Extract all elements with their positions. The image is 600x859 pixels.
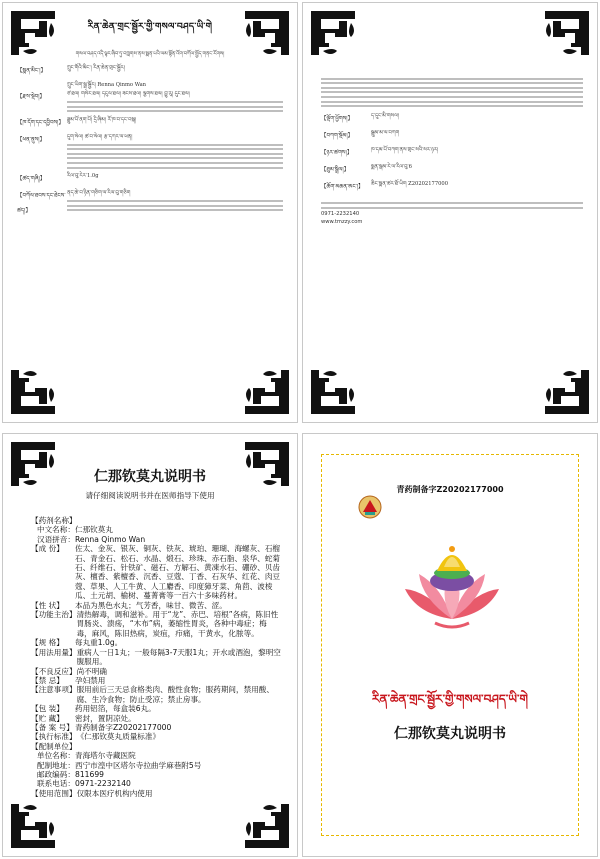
tibetan-leaflet-right bbox=[302, 2, 598, 423]
text-line bbox=[67, 157, 283, 159]
corner-ornament bbox=[241, 366, 293, 418]
tibetan-title: རིན་ཆེན་གྲང་སྦྱོར་གྱི་གསལ་བཤད་ཡི་གེ bbox=[87, 22, 213, 32]
corner-ornament bbox=[241, 800, 293, 852]
info-value: 0971-2232140 bbox=[75, 779, 131, 789]
info-value: 每丸重1.0g。 bbox=[75, 638, 123, 648]
info-value: 清热解毒，调和滋补。用于“龙”、赤巴、培根”各病，陈旧性胃肠炎、溃疡，“木布”病，萎缩性胃炎，各种中毒症；梅毒，麻风，陈旧热病，炭疽，疖痛，干黄水，化脓等。 bbox=[76, 610, 279, 638]
corner-ornament bbox=[541, 366, 593, 418]
info-row bbox=[31, 676, 281, 685]
tibetan-row bbox=[17, 65, 283, 80]
website-url: www.tmzzy.com bbox=[321, 218, 363, 225]
corner-ornament bbox=[7, 800, 59, 852]
text-line bbox=[67, 200, 283, 202]
info-value: 西宁市湟中区塔尔寺拉曲学麻巷附5号 bbox=[75, 760, 202, 770]
info-label: 联系电话： bbox=[37, 779, 75, 789]
lotus-icon bbox=[397, 519, 507, 639]
text-line bbox=[321, 105, 583, 107]
chinese-body bbox=[31, 516, 281, 798]
info-row bbox=[31, 770, 281, 779]
info-row bbox=[31, 667, 281, 676]
cover-chinese-title: 仁那钦莫丸说明书 bbox=[394, 726, 506, 742]
info-row bbox=[31, 610, 281, 638]
text-line bbox=[321, 78, 583, 80]
info-value: 811699 bbox=[75, 769, 104, 779]
tibetan-label: 【ཕན་ནུས།】 bbox=[17, 136, 45, 143]
tibetan-value: ཀྲུང་ཡིག་སྒྲ་སྦྱོར། Renna Qinmo Wan bbox=[67, 82, 147, 88]
cover-tibetan-title: རིན་ཆེན་གྲང་སྦྱོར་གྱི་གསལ་བཤད་ཡི་གེ bbox=[372, 692, 528, 706]
tibetan-row bbox=[321, 147, 583, 162]
info-value: 仁那钦莫丸 bbox=[75, 525, 113, 535]
tibetan-label: 【ཉར་ཚགས།】 bbox=[321, 150, 353, 157]
info-label: 邮政编码： bbox=[37, 769, 75, 779]
tibetan-paragraph bbox=[321, 202, 583, 226]
info-label: 【禁 忌】 bbox=[31, 675, 64, 685]
info-label: 中文名称： bbox=[37, 525, 75, 535]
text-line bbox=[67, 106, 283, 108]
tibetan-row bbox=[17, 117, 283, 132]
tibetan-row bbox=[17, 91, 283, 115]
tibetan-leaflet-left bbox=[2, 2, 298, 423]
info-label: 【备 案 号】 bbox=[31, 722, 74, 732]
text-line bbox=[67, 153, 283, 155]
tibetan-paragraph bbox=[321, 78, 583, 108]
phone-number: 0971-2232140 bbox=[321, 211, 360, 218]
tibetan-row bbox=[321, 164, 583, 179]
info-value bbox=[77, 516, 281, 525]
info-value: 仅限本医疗机构内使用 bbox=[76, 788, 153, 798]
tibetan-value: ཟླུམ་པོ་ནག་པོ། དྲི་ཞིམ། རོ་ཁ་བ་དང་བསྐ། bbox=[67, 116, 137, 123]
info-row bbox=[31, 544, 281, 600]
tibetan-value: ཁ་དམ་པོ་བཀག་ནས་གྲང་སའི་སར་ཉར། bbox=[371, 147, 439, 154]
info-row bbox=[31, 779, 281, 788]
tibetan-value: ཆིང་སྨན་ཚར་ཐོ་ཡིག Z20202177000 bbox=[371, 181, 449, 188]
info-row bbox=[31, 648, 281, 667]
info-value: 孕妇禁用 bbox=[75, 675, 106, 685]
tibetan-value: ཀྲུང་གོའི་མིང་། རིན་ཆེན་གྲང་སྦྱོར། bbox=[67, 65, 125, 71]
text-line bbox=[321, 87, 583, 89]
text-line bbox=[67, 205, 283, 207]
tibetan-value bbox=[67, 134, 283, 171]
info-label: 配制地址： bbox=[37, 760, 75, 770]
info-label: 【使用范围】 bbox=[31, 788, 77, 798]
info-label: 【包 装】 bbox=[31, 704, 64, 714]
text-line bbox=[67, 144, 283, 146]
tibetan-value: སྨན་སྒམ་རེ་ལ་རིལ་བུ་6 bbox=[371, 164, 412, 171]
info-label: 【贮 藏】 bbox=[31, 713, 64, 723]
corner-ornament bbox=[307, 7, 359, 59]
info-label: 【用法用量】 bbox=[31, 647, 77, 657]
chinese-subtitle: 请仔细阅读说明书并在医师指导下使用 bbox=[85, 491, 215, 500]
tibetan-value-text: དུག་སེལ། ཚ་བ་སེལ། རྩ་དཀར་ལ་ཕན། bbox=[67, 133, 133, 140]
info-label: 汉语拼音： bbox=[37, 534, 75, 544]
info-value: 尚不明确 bbox=[76, 666, 107, 676]
text-line bbox=[67, 167, 283, 169]
tibetan-label: 【རྫས་སྡེབ།】 bbox=[17, 94, 45, 101]
text-line bbox=[321, 202, 583, 204]
info-value: 青海塔尔寺藏医院 bbox=[75, 751, 136, 761]
tibetan-value-text: ནད་ཆེ་བ་ཉིན་གཅིག་ལ་རིལ་བུ་གཅིག bbox=[67, 190, 131, 197]
tibetan-value-text: ཙ་ཐལ། གསེར་ཐལ། དངུལ་ཐལ། ཟངས་ཐལ། ལྕགས་ཐལ། བྱུ་རུ། དུང་ཐལ། bbox=[67, 91, 190, 98]
text-line bbox=[67, 101, 283, 103]
text-line bbox=[67, 148, 283, 150]
chinese-leaflet bbox=[2, 433, 298, 857]
text-line bbox=[67, 110, 283, 112]
tibetan-label: 【ཚད་གཞི།】 bbox=[17, 176, 46, 183]
info-row bbox=[31, 761, 281, 770]
text-line bbox=[321, 91, 583, 93]
tibetan-rows bbox=[17, 65, 283, 222]
tibetan-value bbox=[67, 190, 283, 220]
tibetan-row bbox=[17, 134, 283, 171]
tibetan-row bbox=[17, 82, 283, 89]
tibetan-label: 【ལྡོག་ཕྱོགས།】 bbox=[321, 116, 354, 123]
tibetan-label: 【བཀག་སྡོམ།】 bbox=[321, 133, 354, 140]
tibetan-label bbox=[17, 82, 67, 89]
info-row bbox=[31, 516, 281, 525]
tibetan-label: 【ཁ་དོག་དང་དབྱིབས།】 bbox=[17, 119, 64, 126]
chinese-title: 仁那钦莫丸说明书 bbox=[94, 469, 206, 485]
text-line bbox=[321, 101, 583, 103]
tibetan-label: 【སྨན་མིང་།】 bbox=[17, 68, 46, 74]
info-value: 《仁那钦莫丸质量标准》 bbox=[76, 732, 161, 742]
info-label: 【成 份】 bbox=[31, 544, 64, 554]
approval-number: 青药制备字Z20202177000 bbox=[396, 485, 504, 494]
info-value: 本品为黑色水丸；气芳香，味甘、微苦、涩。 bbox=[75, 600, 227, 610]
info-label: 【药剂名称】 bbox=[31, 516, 77, 525]
text-line bbox=[67, 162, 283, 164]
info-row bbox=[31, 535, 281, 544]
info-label: 【规 格】 bbox=[31, 638, 64, 648]
info-label: 【性 状】 bbox=[31, 600, 64, 610]
text-line bbox=[321, 82, 583, 84]
info-value: 佐太、金灰、银灰、铜灰、铁灰、琥珀、珊瑚、海螺灰、石榴石、青金石、松石、水晶、煅石、珍珠、赤石脂、泉华、蛇菊石、纤维石、针铁矿、磁石、方解石、黄凍水石、硼砂、贝齿灰、檀香、紫檀香、沉香、豆蔻、丁香、石灰华、红花、肉豆蔻、草果、人工牛黄、人工麝香、印度獐牙菜、角茴、波棱瓜、土元胡、榆树、蔓菁膏等一百六十多味药材。 bbox=[75, 544, 281, 601]
hospital-logo-icon bbox=[357, 494, 383, 520]
info-label: 【功能主治】 bbox=[31, 610, 77, 620]
info-value: 密封，置阴凉处。 bbox=[75, 713, 136, 723]
corner-ornament bbox=[541, 7, 593, 59]
tibetan-label: 【ཐུམ་སྒྲིལ།】 bbox=[321, 167, 350, 174]
info-row bbox=[31, 704, 281, 713]
info-row bbox=[31, 742, 281, 751]
tibetan-label: 【བཀོལ་ཐབས་དང་ཐེངས་ཚད།】 bbox=[17, 193, 66, 215]
info-row bbox=[31, 789, 281, 798]
info-row bbox=[31, 525, 281, 534]
info-row bbox=[31, 685, 281, 704]
tibetan-rows-right bbox=[321, 75, 583, 232]
text-line bbox=[67, 209, 283, 211]
tibetan-row bbox=[17, 190, 283, 220]
info-row bbox=[31, 601, 281, 610]
info-row bbox=[31, 723, 281, 732]
info-label: 【执行标准】 bbox=[31, 732, 77, 742]
tibetan-subtitle: གསལ་བཤད་འདི་ལྟར་ཞིབ་ཏུ་བཀླགས་ནས་སྨན་པའི་ལམ་སྟོན་འོག་བཀོལ་སྤྱོད་གནང་རོགས། bbox=[75, 51, 225, 57]
info-row bbox=[31, 732, 281, 741]
info-value: 药用铝箔，每盒装6丸。 bbox=[75, 704, 156, 714]
info-label: 单位名称： bbox=[37, 751, 75, 761]
tibetan-value: རིལ་བུ་རེར་1.0g bbox=[67, 173, 99, 180]
info-row bbox=[31, 638, 281, 647]
info-value bbox=[77, 742, 281, 751]
info-value: 服用前后三天忌食格类肉、酸性食物；服药期间，禁用酸、腐、生冷食物；防止受凉；禁止房事。 bbox=[76, 685, 274, 704]
tibetan-value: ད་དུང་མི་གསལ། bbox=[371, 113, 399, 120]
tibetan-row bbox=[17, 173, 283, 188]
tibetan-value: སྦྲུམ་མ་ལ་བཀག bbox=[371, 130, 400, 137]
corner-ornament bbox=[307, 366, 359, 418]
tibetan-row bbox=[321, 113, 583, 128]
tibetan-row bbox=[321, 181, 583, 196]
info-value: Renna Qinmo Wan bbox=[75, 534, 146, 544]
info-label: 【不良反应】 bbox=[31, 666, 77, 676]
cover-panel bbox=[302, 433, 598, 857]
info-value: 青药制备字Z20202177000 bbox=[75, 722, 172, 732]
corner-ornament bbox=[7, 366, 59, 418]
info-row bbox=[31, 751, 281, 760]
info-value: 重病人一日1丸；一般每隔3-7天服1丸；开水或酒泡，黎明空腹服用。 bbox=[76, 647, 281, 667]
tibetan-label: 【ཆོག་མཆན་ཨང་།】 bbox=[321, 184, 364, 191]
info-label: 【配制单位】 bbox=[31, 741, 77, 751]
text-line bbox=[321, 96, 583, 98]
info-label: 【注意事项】 bbox=[31, 685, 77, 695]
info-row bbox=[31, 714, 281, 723]
tibetan-value bbox=[67, 91, 283, 115]
tibetan-row bbox=[321, 130, 583, 145]
text-line bbox=[321, 207, 583, 209]
